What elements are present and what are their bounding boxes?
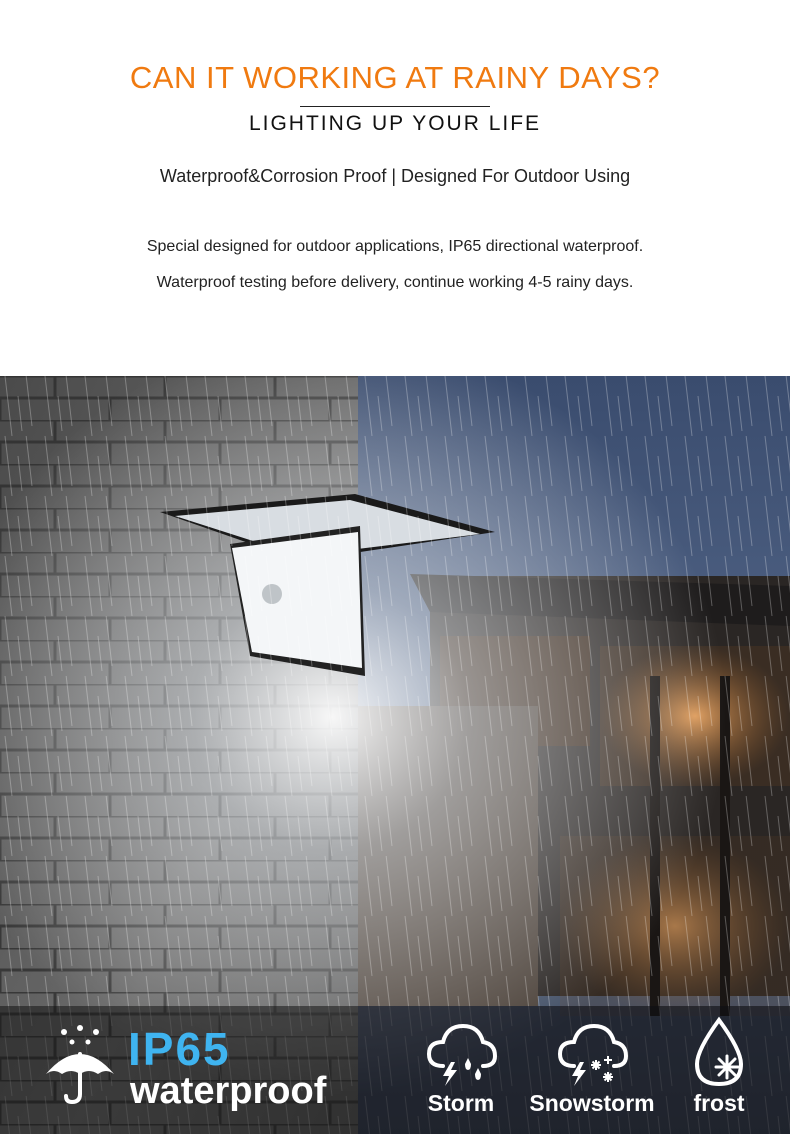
frost-drop-icon	[683, 1016, 755, 1088]
waterproof-banner	[0, 1006, 790, 1134]
ip-rating-panel	[0, 1006, 358, 1134]
weather-label-storm: Storm	[427, 1090, 495, 1116]
tagline: LIGHTING UP YOUR LIFE	[248, 112, 542, 135]
ip-rating: IP65	[128, 1023, 231, 1075]
weather-item-storm	[396, 1016, 526, 1117]
umbrella-rain-icon	[44, 1024, 116, 1104]
weather-item-snowstorm	[527, 1016, 657, 1117]
description-line-2: Waterproof testing before delivery, continue working 4-5 rainy days.	[156, 274, 634, 291]
snowstorm-cloud-icon	[556, 1016, 628, 1088]
weather-item-frost	[654, 1016, 784, 1117]
waterproof-label: waterproof	[130, 1070, 327, 1112]
headline: CAN IT WORKING AT RAINY DAYS?	[129, 60, 661, 95]
divider	[300, 106, 490, 107]
subtitle: Waterproof&Corrosion Proof | Designed For Outdoor Using	[159, 166, 631, 186]
weather-label-snowstorm: Snowstorm	[529, 1090, 655, 1116]
description-line-1: Special designed for outdoor applications, IP65 directional waterproof.	[146, 238, 644, 255]
weather-label-frost: frost	[693, 1090, 745, 1116]
storm-cloud-icon	[425, 1016, 497, 1088]
